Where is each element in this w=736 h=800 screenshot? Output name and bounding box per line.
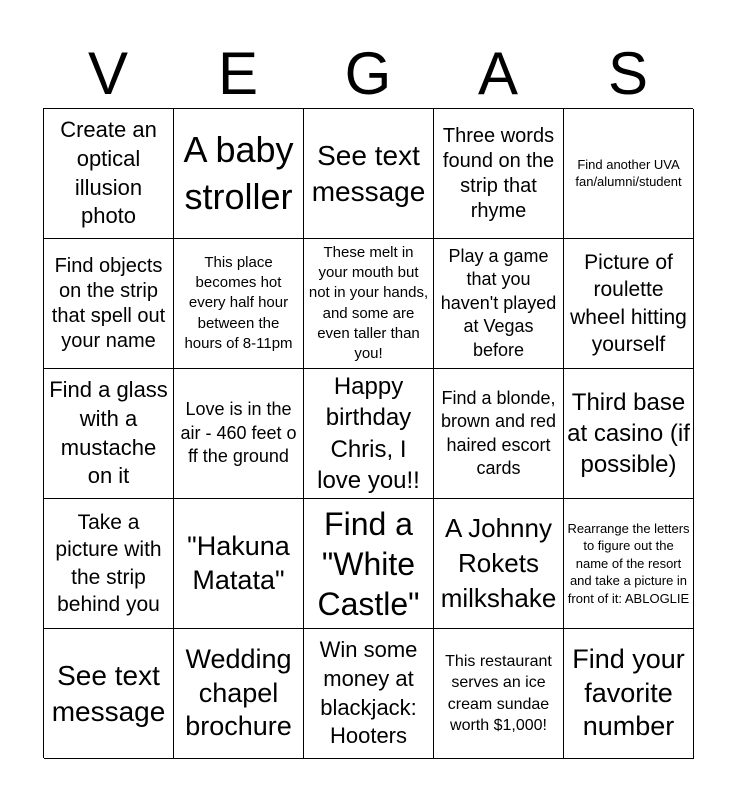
bingo-cell[interactable]: Find a "White Castle" xyxy=(304,499,434,629)
bingo-cell[interactable]: Create an optical illusion photo xyxy=(44,109,174,239)
bingo-cell[interactable]: Picture of roulette wheel hitting yourself xyxy=(564,239,694,369)
bingo-cell[interactable]: Win some money at blackjack: Hooters xyxy=(304,629,434,759)
bingo-cell[interactable]: Find a glass with a mustache on it xyxy=(44,369,174,499)
bingo-grid xyxy=(43,108,693,758)
bingo-cell[interactable]: These melt in your mouth but not in your hands, and some are even taller than you! xyxy=(304,239,434,369)
header-letter-s: S xyxy=(607,40,649,107)
bingo-cell[interactable]: See text message xyxy=(304,109,434,239)
bingo-cell[interactable]: This place becomes hot every half hour between the hours of 8-11pm xyxy=(174,239,304,369)
bingo-header xyxy=(43,40,693,108)
header-letter-a: A xyxy=(477,40,519,107)
bingo-cell[interactable]: Rearrange the letters to figure out the name of the resort and take a picture in front of it: ABLOGLIE xyxy=(564,499,694,629)
bingo-cell[interactable]: A Johnny Rokets milkshake xyxy=(434,499,564,629)
bingo-cell[interactable]: Take a picture with the strip behind you xyxy=(44,499,174,629)
header-letter-g: G xyxy=(344,40,392,107)
bingo-cell[interactable]: Happy birthday Chris, I love you!! xyxy=(304,369,434,499)
bingo-cell[interactable]: This restaurant serves an ice cream sundae worth $1,000! xyxy=(434,629,564,759)
header-letter-v: V xyxy=(87,40,129,107)
bingo-cell[interactable]: See text message xyxy=(44,629,174,759)
bingo-cell[interactable]: Three words found on the strip that rhyme xyxy=(434,109,564,239)
bingo-cell[interactable]: Find objects on the strip that spell out your name xyxy=(44,239,174,369)
bingo-cell[interactable]: Love is in the air - 460 feet o ff the ground xyxy=(174,369,304,499)
bingo-cell[interactable]: "Hakuna Matata" xyxy=(174,499,304,629)
bingo-cell[interactable]: Play a game that you haven't played at Vegas before xyxy=(434,239,564,369)
bingo-cell[interactable]: Wedding chapel brochure xyxy=(174,629,304,759)
bingo-cell[interactable]: Find another UVA fan/alumni/student xyxy=(564,109,694,239)
header-letter-e: E xyxy=(217,40,259,107)
bingo-cell[interactable]: Find a blonde, brown and red haired escort cards xyxy=(434,369,564,499)
bingo-cell[interactable]: Find your favorite number xyxy=(564,629,694,759)
bingo-cell[interactable]: Third base at casino (if possible) xyxy=(564,369,694,499)
bingo-cell[interactable]: A baby stroller xyxy=(174,109,304,239)
